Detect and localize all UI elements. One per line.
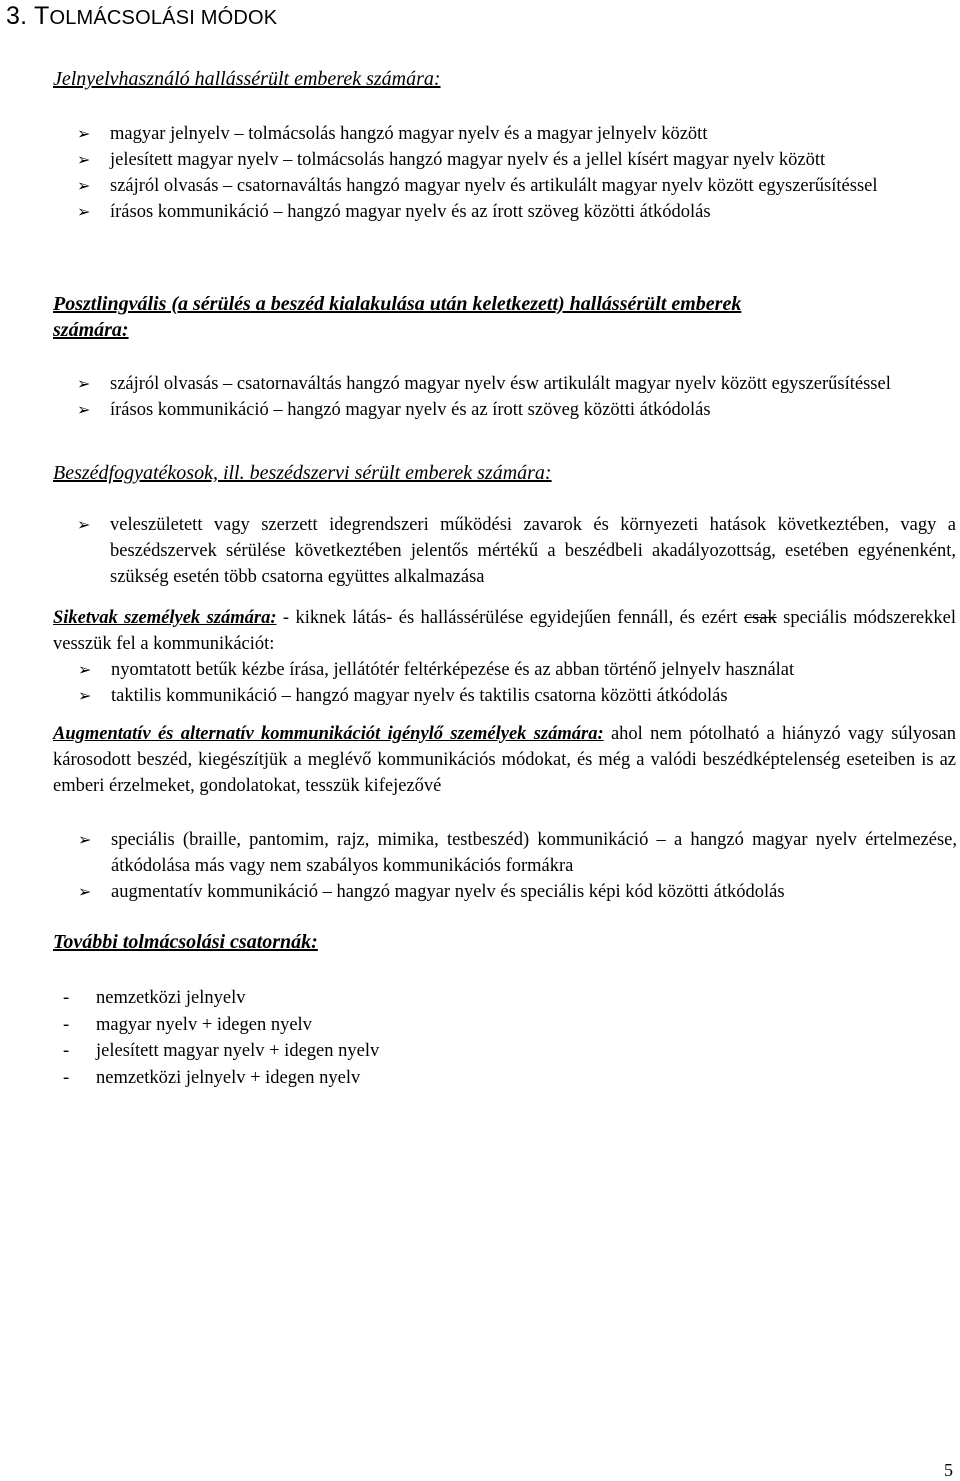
section-title-speech-impaired: Beszédfogyatékosok, ill. beszédszervi sérült emberek számára:: [53, 462, 552, 484]
list-item: ➢ speciális (braille, pantomim, rajz, mimika, testbeszéd) kommunikáció – a hangzó magyar nyelv értelmezése, átkódolása más vagy nem szabályos kommunikációs formákra: [78, 827, 957, 879]
arrow-bullet-icon: ➢: [77, 400, 91, 419]
list-item: ➢ taktilis kommunikáció – hangzó magyar nyelv és taktilis csatorna közötti átkódolás: [78, 683, 957, 709]
list-item: ➢ írásos kommunikáció – hangzó magyar nyelv és az írott szöveg közötti átkódolás: [77, 199, 956, 225]
aac-paragraph: [53, 721, 956, 799]
bullet-list-aac: [78, 827, 957, 905]
section-title-postlingual: [53, 291, 741, 343]
arrow-bullet-icon: ➢: [77, 515, 91, 534]
section-title-deaf-sign-users: Jelnyelvhasználó hallássérült emberek számára:: [53, 68, 441, 90]
dash-marker: -: [63, 1014, 70, 1035]
bullet-list-postlingual: [77, 371, 956, 423]
page-number: 5: [944, 1460, 953, 1480]
arrow-bullet-icon: ➢: [78, 882, 92, 901]
arrow-bullet-icon: ➢: [77, 202, 91, 221]
list-item: - nemzetközi jelnyelv: [63, 985, 379, 1012]
list-item: ➢ nyomtatott betűk kézbe írása, jellátótér feltérképezése és az abban történő jelnyelv használat: [78, 657, 957, 683]
deafblind-text-2: speciális módszerekkel vesszük fel a kommunikációt:: [53, 608, 956, 654]
heading-number: 3.: [6, 2, 28, 30]
dash-marker: -: [63, 988, 70, 1008]
page-heading: [6, 2, 277, 31]
list-item: ➢ jelesített magyar nyelv – tolmácsolás hangzó magyar nyelv és a jellel kísért magyar nyelv között: [77, 147, 956, 173]
arrow-bullet-icon: ➢: [78, 830, 92, 849]
arrow-bullet-icon: ➢: [77, 124, 91, 143]
bullet-list-deaf-sign-users: [77, 121, 956, 225]
bullet-list-speech-impaired: [77, 512, 956, 590]
arrow-bullet-icon: ➢: [77, 150, 91, 169]
list-item: - magyar nyelv + idegen nyelv: [63, 1012, 379, 1039]
arrow-bullet-icon: ➢: [78, 686, 92, 705]
heading-rest: OLMÁCSOLÁSI MÓDOK: [49, 7, 278, 29]
list-item: ➢ veleszületett vagy szerzett idegrendszeri működési zavarok és környezeti hatások következtében, vagy a beszédszervek sérülése következtében jelentős mértékű a beszédbeli akadályozottság, esetében egyénenként, szükség esetén több csatorna együttes alkalmazása: [77, 512, 956, 590]
section-title-postlingual-line2: számára:: [53, 319, 129, 341]
dash-list-other-channels: [63, 985, 379, 1091]
dash-marker: -: [63, 1067, 70, 1088]
dash-marker: -: [63, 1041, 70, 1061]
list-item: ➢ írásos kommunikáció – hangzó magyar nyelv és az írott szöveg közötti átkódolás: [77, 397, 956, 423]
deafblind-strikethrough-word: csak: [743, 608, 777, 628]
deafblind-text-1: - kiknek látás- és hallássérülése egyidejűen fennáll, és ezért: [276, 608, 744, 628]
list-item: - jelesített magyar nyelv + idegen nyelv: [63, 1038, 379, 1065]
section-title-postlingual-line1: Posztlingvális (a sérülés a beszéd kialakulása után keletkezett) hallássérült emberek: [53, 293, 742, 315]
arrow-bullet-icon: ➢: [77, 374, 91, 393]
list-item: ➢ szájról olvasás – csatornaváltás hangzó magyar nyelv ésw artikulált magyar nyelv között egyszerűsítéssel: [77, 371, 956, 397]
bullet-list-deafblind: [78, 657, 957, 709]
aac-title: Augmentatív és alternatív kommunikációt igénylő személyek számára:: [53, 724, 604, 744]
list-item: - nemzetközi jelnyelv + idegen nyelv: [63, 1065, 379, 1092]
heading-first-letter: T: [33, 2, 50, 30]
list-item: ➢ augmentatív kommunikáció – hangzó magyar nyelv és speciális képi kód közötti átkódolás: [78, 879, 957, 905]
list-item: ➢ magyar jelnyelv – tolmácsolás hangzó magyar nyelv és a magyar jelnyelv között: [77, 121, 956, 147]
arrow-bullet-icon: ➢: [77, 176, 91, 195]
section-title-other-channels: További tolmácsolási csatornák:: [53, 931, 318, 953]
deafblind-title: Siketvak személyek számára:: [53, 608, 277, 628]
deafblind-paragraph: [53, 605, 956, 657]
arrow-bullet-icon: ➢: [78, 660, 92, 679]
list-item: ➢ szájról olvasás – csatornaváltás hangzó magyar nyelv és artikulált magyar nyelv között egyszerűsítéssel: [77, 173, 956, 199]
aac-text: ahol nem pótolható a hiányzó vagy súlyosan károsodott beszéd, kiegészítjük a meglévő kommunikációs módokat, és még a valódi beszédképtelenség eseteiben is az emberi érzelmeket, gondolatokat, tesszük kifejezővé: [53, 724, 956, 796]
